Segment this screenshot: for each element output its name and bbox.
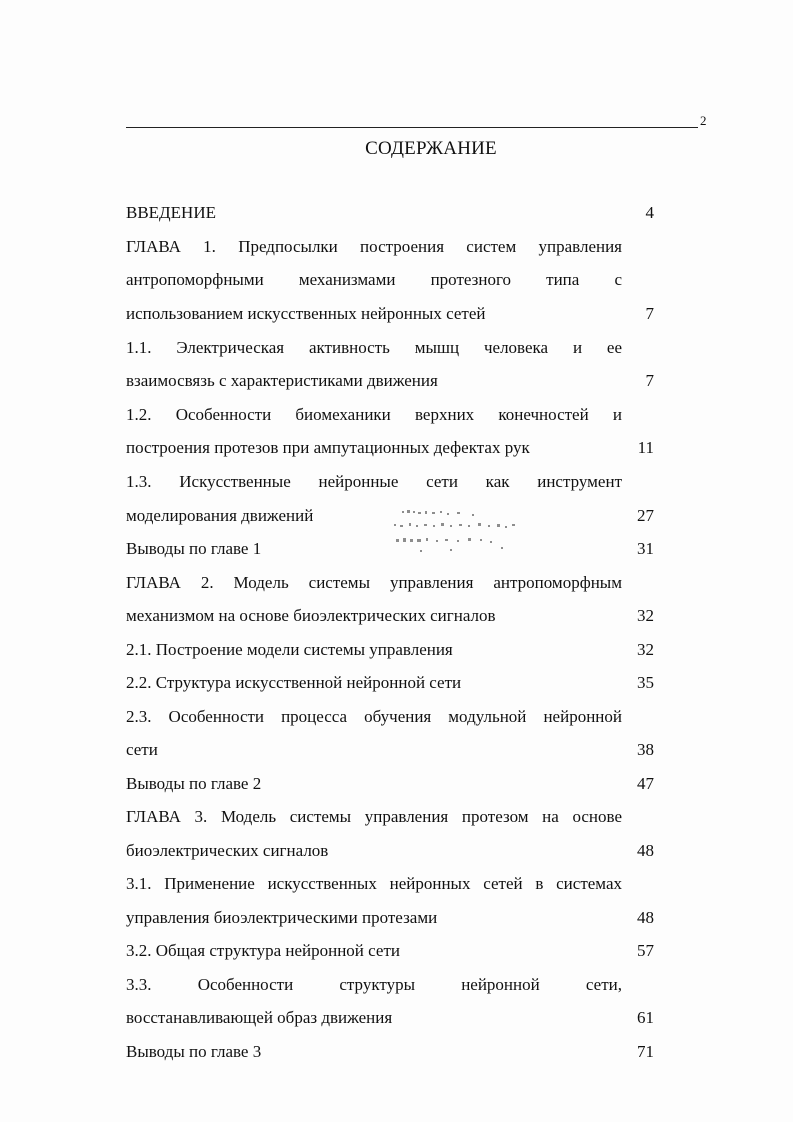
toc-page-number: 31 <box>637 539 654 558</box>
toc-line: 2.2. Структура искусственной нейронной сети <box>126 673 462 692</box>
toc-line: управления биоэлектрическими протезами <box>126 908 438 927</box>
toc-page-number: 11 <box>637 438 654 457</box>
toc-line: 1.2. Особенности биомеханики верхних конечностей и <box>126 405 622 424</box>
header-rule <box>126 127 698 128</box>
toc-page-number: 61 <box>637 1008 654 1027</box>
toc-line: механизмом на основе биоэлектрических сигналов <box>126 606 496 625</box>
toc-line: 3.3. Особенности структуры нейронной сети, <box>126 975 622 994</box>
toc-line: 2.3. Особенности процесса обучения модульной нейронной <box>126 707 622 726</box>
toc-page-number: 32 <box>637 606 654 625</box>
toc-line: построения протезов при ампутационных дефектах рук <box>126 438 530 457</box>
toc-line: 1.1. Электрическая активность мышц человека и ее <box>126 338 622 357</box>
toc-line: Выводы по главе 1 <box>126 539 262 558</box>
toc-page-number: 27 <box>637 506 654 525</box>
toc-line: 1.3. Искусственные нейронные сети как инструмент <box>126 472 622 491</box>
toc-line: 3.1. Применение искусственных нейронных сетей в системах <box>126 874 622 893</box>
toc-line: ГЛАВА 3. Модель системы управления протезом на основе <box>126 807 622 826</box>
toc-line: Выводы по главе 3 <box>126 1042 262 1061</box>
toc-page-number: 7 <box>645 371 654 390</box>
toc-line: восстанавливающей образ движения <box>126 1008 393 1027</box>
toc-line: моделирования движений <box>126 506 314 525</box>
toc-page-number: 47 <box>637 774 654 793</box>
page-number: 2 <box>700 113 707 128</box>
toc-page-number: 35 <box>637 673 654 692</box>
toc-line: ГЛАВА 2. Модель системы управления антропоморфным <box>126 573 622 592</box>
toc-line: 3.2. Общая структура нейронной сети <box>126 941 400 960</box>
toc-title: СОДЕРЖАНИЕ <box>365 138 497 159</box>
toc-page-number: 32 <box>637 640 654 659</box>
toc-line: антропоморфными механизмами протезного типа с <box>126 270 622 289</box>
toc-line: взаимосвязь с характеристиками движения <box>126 371 438 390</box>
stamp-artifact-icon <box>384 503 524 559</box>
toc-page-number: 38 <box>637 740 654 759</box>
toc-line: 2.1. Построение модели системы управления <box>126 640 453 659</box>
toc-line: Выводы по главе 2 <box>126 774 262 793</box>
toc-page-number: 7 <box>645 304 654 323</box>
toc-line: сети <box>126 740 158 759</box>
toc-page-number: 48 <box>637 908 654 927</box>
toc-line: ГЛАВА 1. Предпосылки построения систем управления <box>126 237 622 256</box>
toc-page-number: 4 <box>645 203 654 222</box>
toc-line: использованием искусственных нейронных сетей <box>126 304 486 323</box>
toc-page-number: 57 <box>637 941 654 960</box>
toc-line: ВВЕДЕНИЕ <box>126 203 216 222</box>
toc-page-number: 71 <box>637 1042 654 1061</box>
toc-page-number: 48 <box>637 841 654 860</box>
toc-line: биоэлектрических сигналов <box>126 841 329 860</box>
